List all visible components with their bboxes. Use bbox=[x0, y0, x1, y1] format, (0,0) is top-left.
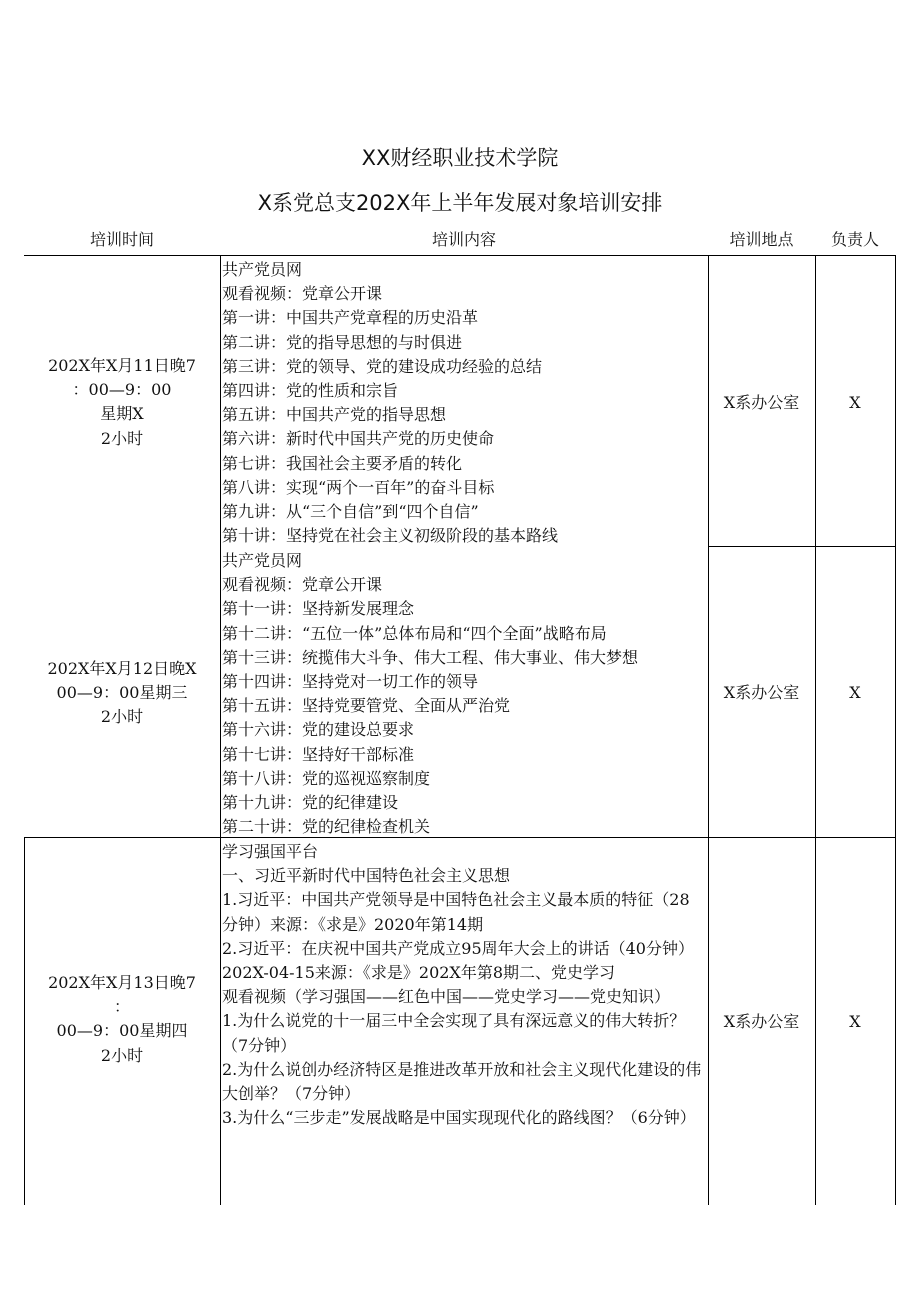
row1-content: 共产党员网 观看视频：党章公开课 第一讲：中国共产党章程的历史沿革 第二讲：党的指导思想的与时俱进 第三讲：党的领导、党的建设成功经验的总结 第四讲：党的性质和宗旨 第五讲：中国共产党的指导思想 第六讲：新时代中国共产党的历史使命 第七讲：我国社会主要矛盾的转化 第八讲：实现“两个一百年”的奋斗目标 第九讲：从“三个自信”到“四个自信” 第十讲：坚持党在社会主义初级阶段的基本路线 bbox=[222, 260, 559, 546]
document-title: XX财经职业技术学院 bbox=[361, 146, 559, 170]
header-time: 培训时间 bbox=[89, 230, 154, 249]
row1-place: X系办公室 bbox=[723, 393, 800, 412]
row1-person: X bbox=[849, 393, 861, 412]
document-subtitle: X系党总支202X年上半年发展对象培训安排 bbox=[257, 191, 663, 215]
content-left-rule bbox=[220, 255, 221, 1205]
header-person: 负责人 bbox=[830, 230, 879, 249]
row2-place: X系办公室 bbox=[723, 683, 800, 702]
row1-time: 202X年X月11日晚7 ：00—9：00 星期X 2小时 bbox=[48, 356, 196, 448]
row3-person: X bbox=[849, 1012, 861, 1031]
table-right-rule bbox=[895, 255, 896, 1205]
row3-time: 202X年X月13日晚7 ： 00—9：00星期四 2小时 bbox=[48, 973, 196, 1065]
header-rule bbox=[24, 255, 895, 256]
row3-place: X系办公室 bbox=[723, 1012, 800, 1031]
row2-content: 共产党员网 观看视频：党章公开课 第十一讲：坚持新发展理念 第十二讲：“五位一体”总体布局和“四个全面”战略布局 第十三讲：统揽伟大斗争、伟大工程、伟大事业、伟大梦想 第十四讲：坚持党对一切工作的领导 第十五讲：坚持党要管党、全面从严治党 第十六讲：党的建设总要求 第十七讲：坚持好干部标准 第十八讲：党的巡视巡察制度 第十九讲：党的纪律建设 第二十讲：党的纪律检查机关 bbox=[222, 551, 639, 837]
row1-bottom-rule bbox=[708, 546, 895, 547]
row3-content: 学习强国平台 一、习近平新时代中国特色社会主义思想 1.习近平：中国共产党领导是中国特色社会主义最本质的特征（28分钟）来源：《求是》2020年第14期 2.习近平：在庆祝中国共产党成立95周年大会上的讲话（40分钟）202X-04-15来源：《求是》202X年第8期二、党史学习 观看视频（学习强国——红色中国——党史学习——党史知识） 1.为什么说党的十一届三中全会实现了具有深远意义的伟大转折？（7分钟） 2.为什么说创办经济特区是推进改革开放和社会主义现代化建设的伟大创举？（7分钟） 3.为什么“三步走”发展战略是中国实现现代化的路线图？（6分钟） bbox=[222, 842, 702, 1128]
header-place: 培训地点 bbox=[729, 230, 794, 249]
header-content: 培训内容 bbox=[431, 230, 496, 249]
row2-person: X bbox=[849, 683, 861, 702]
row2-time: 202X年X月12日晚X 00—9：00星期三 2小时 bbox=[47, 659, 197, 727]
